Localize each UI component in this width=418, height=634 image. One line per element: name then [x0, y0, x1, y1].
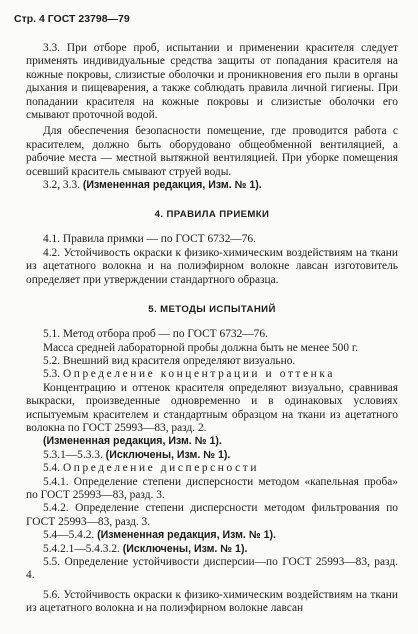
paragraph-3-3: 3.3. При отборе проб, испытании и применении красителя следует применять индивидуальные средства защиты от попадания красителя на кожные покровы, слизистые оболочки и проникновения его пыли в органы дыхания и пищеварения, а также соблюдать правила личной гигиены. При попадании красителя на кожные покровы и слизистые оболочки его смывают проточной водой. [26, 42, 398, 122]
paragraph-5-2: 5.2. Внешний вид красителя определяют визуально. [43, 354, 296, 367]
paragraph-5-4 [26, 462, 398, 475]
paragraph-5-1: 5.1. Метод отбора проб — по ГОСТ 6732—76. [43, 328, 268, 341]
paragraph-5-4-2-1-excluded [26, 543, 398, 556]
paragraph-3-2-3-3-revision [26, 179, 398, 192]
clause-number: 5.4. [43, 462, 61, 475]
document-body [26, 42, 398, 616]
excluded-note: (Исключены, Изм. № 1). [105, 448, 231, 461]
paragraph-5-6: 5.6. Устойчивость окраски к физико-химическим воздействиям на ткани из ацетатного волокна и на полиэфирном волокне лавсан [26, 588, 398, 615]
section-4-title: 4. ПРАВИЛА ПРИЕМКИ [154, 209, 270, 221]
paragraph-sample-mass: Масса средней лабораторной пробы должна быть не менее 500 г. [43, 341, 359, 354]
paragraph-5-3-1-excluded [26, 449, 398, 462]
clause-title: Определение концентрации и оттенка [62, 368, 335, 381]
clause-range: 5.4—5.4.2. [43, 529, 95, 542]
revision-note: (Измененная редакция, Изм. № 1). [82, 179, 262, 192]
paragraph-4-1: 4.1. Правила примки — по ГОСТ 6732—76. [43, 233, 256, 246]
paragraph-revision [26, 435, 398, 448]
clause-range: 5.4.2.1—5.4.3.2. [43, 542, 120, 555]
paragraph-5-3 [26, 368, 398, 381]
clause-title: Определение дисперсности [62, 462, 260, 475]
paragraph-5-4-revision [26, 529, 398, 542]
clause-number: 5.3. [43, 368, 61, 381]
paragraph-concentration: Концентрацию и оттенок красителя определяют визуально, сравнивая выкраски, произведенные одновременно и в одинаковых условиях испытуемым красителем и стандартным образцом на ткани из ацетатного волокна по ГОСТ 25993—83, разд. 2. [26, 381, 398, 434]
section-5-title: 5. МЕТОДЫ ИСПЫТАНИЙ [148, 304, 276, 316]
revision-note: (Измененная редакция, Изм. № 1). [97, 529, 276, 542]
paragraph-ventilation: Для обеспечения безопасности помещение, где проводится работа с красителем, должно быть оборудовано общеобменной вентиляцией, а рабочие места — местной вытяжной вентиляцией. При уборке помещения осевший краситель смывают струей воды. [26, 125, 398, 178]
excluded-note: (Исключены, Изм. № 1). [122, 542, 248, 555]
paragraph-5-4-2: 5.4.2. Определение степени дисперсности методом фильтрования по ГОСТ 25993—83, разд. 3. [26, 502, 398, 528]
revision-note: (Измененная редакция, Изм. № 1). [43, 435, 222, 448]
paragraph-5-4-1: 5.4.1. Определение степени дисперсности методом «капельная проба» по ГОСТ 25993—83, разд. 3. [26, 475, 398, 501]
page-header: Стр. 4 ГОСТ 23798—79 [14, 13, 130, 25]
clause-range: 5.3.1—5.3.3. [43, 448, 103, 461]
paragraph-5-5: 5.5. Определение устойчивости дисперсии—по ГОСТ 25993—83, разд. 4. [26, 556, 398, 582]
paragraph-4-2: 4.2. Устойчивость окраски к физико-химическим воздействиям на ткани из ацетатного волокна и на полиэфирном волокне лавсан изготовитель определяет при утверждении стандартного образца. [26, 246, 398, 286]
revision-ref: 3.2, 3.3. [43, 179, 81, 192]
